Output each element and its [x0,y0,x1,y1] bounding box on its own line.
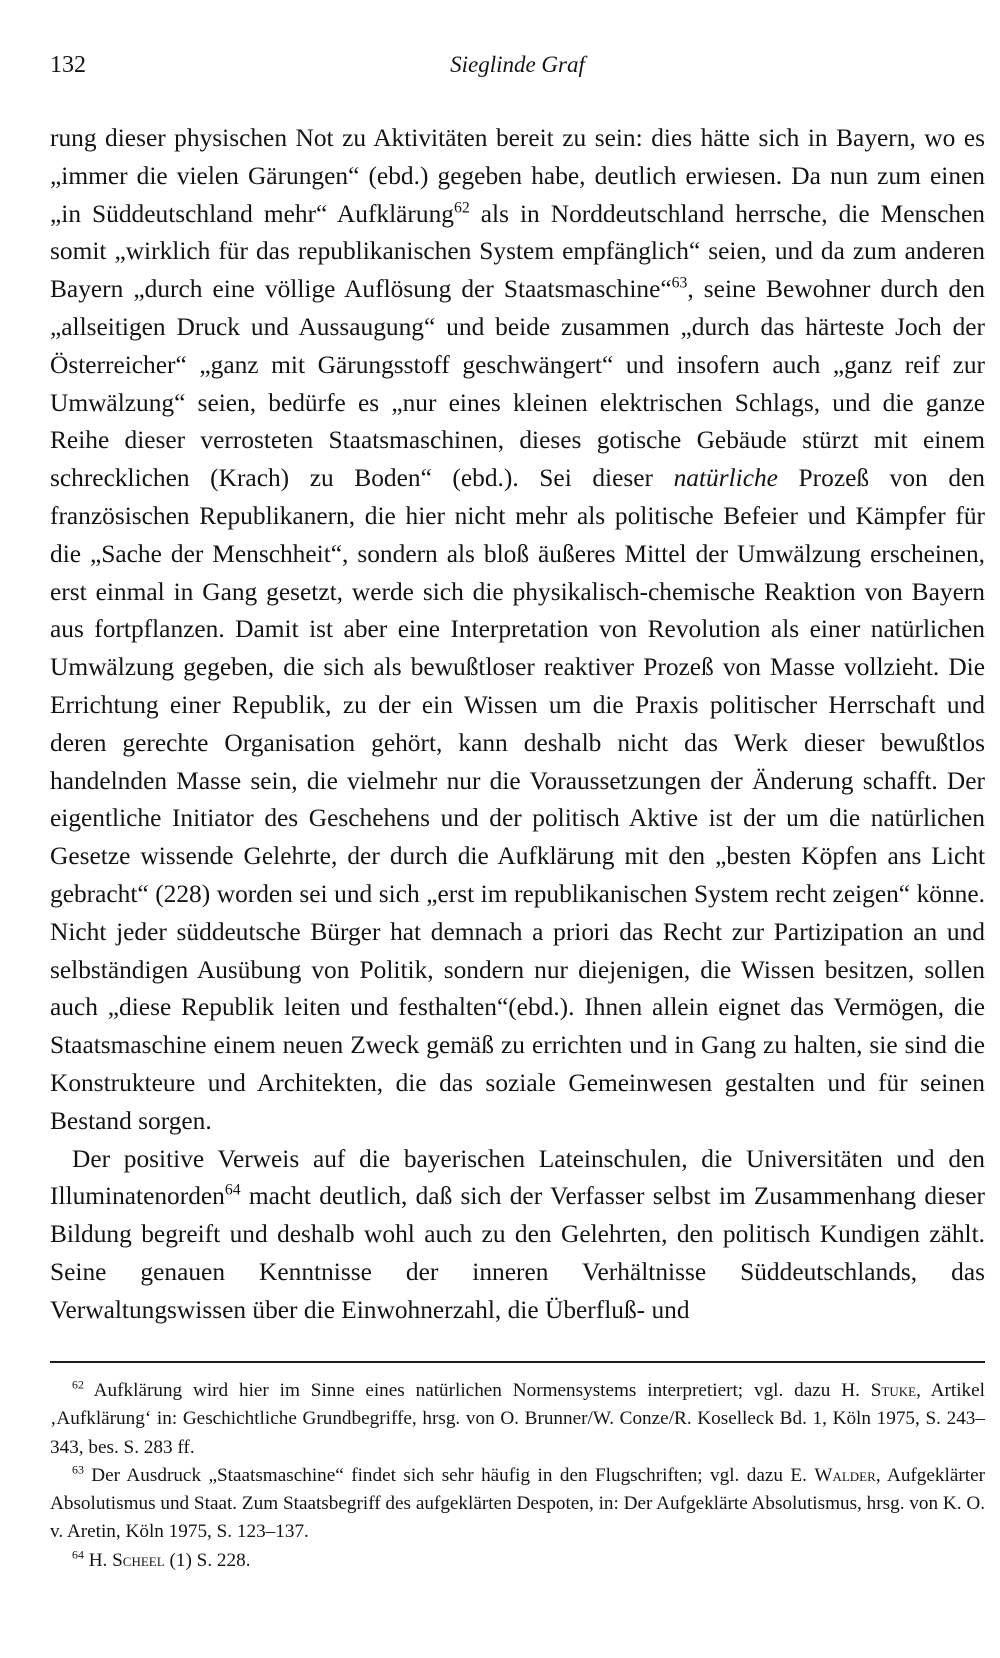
page-header [50,52,985,86]
footnotes [50,1377,985,1575]
footnote-number: 62 [72,1377,84,1392]
paragraph-1 [50,120,985,1141]
paragraph-2 [50,1141,985,1330]
footnote-text: (1) S. 228. [164,1549,251,1571]
footnote-text: Der Ausdruck „Staatsmaschine“ findet sich sehr häufig in den Flugschriften; vgl. dazu E. [83,1464,815,1486]
footnote-text: H. [83,1549,113,1571]
running-head: Sieglinde Graf [450,52,585,77]
paragraph-1-text-a: rung dieser physischen Not zu Aktivitäten bereit zu sein: dies hätte sich in Bayern, wo es „immer die vielen Gärungen“ (ebd.) gegeben habe, deutlich erwiesen. Da nun zum einen „in Süddeutschland mehr“ Aufklärung [50,124,985,228]
footnote-number: 64 [72,1547,84,1562]
footnote-62 [50,1377,985,1462]
paragraph-1-text-b: als in Norddeutschland herrsche, die Menschen somit „wirklich für das republikanischen System empfänglich“ seien, und da zum anderen Bayern „durch eine völlige Auflösung der Staatsmaschine“ [50,199,985,304]
footnote-separator [50,1361,985,1363]
paragraph-2-text-b: macht deutlich, daß sich der Verfasser selbst im Zusammenhang dieser Bildung begreift und deshalb wohl auch zu den Gelehrten, den politisch Kundigen zählt. Seine genauen Kenntnisse der inneren Verhältnisse Süddeutschlands, das Verwaltungswissen über die Einwohnerzahl, die Überfluß- und [50,1182,985,1324]
paragraph-1-text-d: Prozeß von den französischen Republikanern, die hier nicht mehr als politische Befeier und Kämpfer für die „Sache der Menschheit“, sondern als bloß äußeres Mittel der Umwälzung erscheinen, erst einmal in Gang gesetzt, werde sich die physikalisch-chemische Reaktion von Bayern aus fortpflanzen. Damit ist aber eine Interpretation von Revolution als einer natürlichen Umwälzung gegeben, die sich als bewußtloser reaktiver Prozeß von Masse vollzieht. Die Errichtung einer Republik, zu der ein Wissen um die Praxis politischer Herrschaft und deren gerechte Organisation gehört, kann deshalb nicht das Werk dieser bewußtlos handelnden Masse sein, die vielmehr nur die Voraussetzungen der Änderung schafft. Der eigentliche Initiator des Geschehens und der politisch Aktive ist der um die natürlichen Gesetze wissende Gelehrte, der durch die Aufklärung mit den „besten Köpfen ans Licht gebracht“ (228) worden sei und sich „erst im republikanischen System recht zeigen“ könne. Nicht jeder süddeutsche Bürger hat demnach a priori das Recht zur Partizipation an und selbständigen Ausübung von Politik, sondern nur diejenigen, die Wissen besitzen, sollen auch „diese Republik leiten und festhalten“(ebd.). Ihnen allein eignet das Vermögen, die Staatsmaschine einem neuen Zweck gemäß zu errichten und in Gang zu halten, sie sind die Konstrukteure und Architekten, die das soziale Gemeinwesen gestalten und für seinen Bestand sorgen. [50,464,986,1135]
paragraph-1-text-c: , seine Bewohner durch den „allseitigen Druck und Aussaugung“ und beide zusammen „durch das härteste Joch der Österreicher“ „ganz mit Gärungsstoff geschwängert“ und insofern auch „ganz reif zur Umwälzung“ seien, bedürfe es „nur eines kleinen elektrischen Schlags, und die ganze Reihe dieser verrosteten Staatsmaschinen, dieses gotische Gebäude stürzt mit einem schrecklichen (Krach) zu Boden“ (ebd.). Sei dieser [50,275,986,493]
emphasis-natuerliche: natürliche [673,464,778,493]
page-number: 132 [50,52,86,78]
footnote-ref-62: 62 [453,199,470,217]
footnote-text: , Aufgeklärter Absolutismus und Staat. Zum Staatsbegriff des aufgeklärten Despoten, in: Der Aufgeklärte Absolutismus, hrsg. von K. O. v. Aretin, Köln 1975, S. 123–137. [50,1464,985,1543]
author-name: Scheel [112,1549,165,1571]
footnote-64 [50,1547,985,1575]
footnote-63 [50,1462,985,1547]
author-name: Walder [814,1464,876,1486]
footnote-ref-63: 63 [671,274,688,292]
body-text [50,120,985,1330]
paragraph-2-text-a: Der positive Verweis auf die bayerischen Lateinschulen, die Universitäten und den Illuminatenorden [50,1144,985,1211]
footnote-text: Aufklärung wird hier im Sinne eines natürlichen Normensystems interpretiert; vgl. dazu H. [83,1380,871,1401]
footnote-text: , Artikel ‚Aufklärung‘ in: Geschichtliche Grundbegriffe, hrsg. von O. Brunner/W. Conze/R. Koselleck Bd. 1, Köln 1975, S. 243–343, bes. S. 283 ff. [50,1380,985,1458]
author-name: Stuke [870,1380,917,1401]
footnote-ref-64: 64 [224,1181,241,1199]
footnote-number: 63 [72,1462,84,1477]
